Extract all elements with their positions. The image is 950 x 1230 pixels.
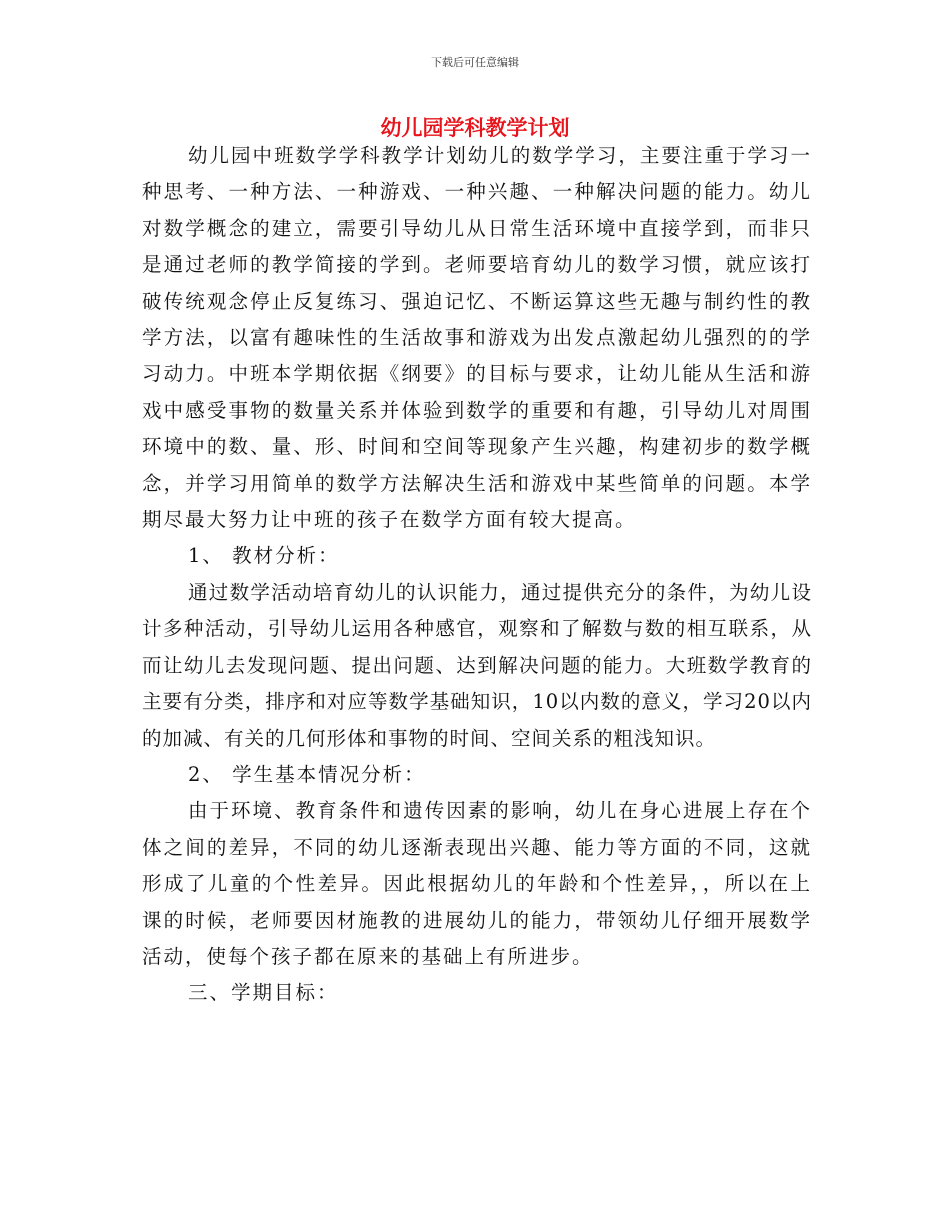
section-heading-materials: 1、 教材分析：	[188, 544, 340, 568]
document-title: 幼儿园学科教学计划	[380, 115, 570, 140]
document-body	[142, 138, 812, 1012]
page-header: 下载后可任意编辑	[431, 56, 519, 69]
paragraph-students: 由于环境、教育条件和遗传因素的影响，幼儿在身心进展上存在个体之间的差异，不同的幼儿逐渐表现出兴趣、能力等方面的不同，这就形成了儿童的个性差异。因此根据幼儿的年龄和个性差异，，所以在上课的时候，老师要因材施教的进展幼儿的能力，带领幼儿仔细开展数学活动，使每个孩子都在原来的基础上有所进步。	[142, 799, 812, 968]
section-heading-goals: 三、学期目标：	[188, 981, 339, 1005]
paragraph-materials: 通过数学活动培育幼儿的认识能力，通过提供充分的条件，为幼儿设计多种活动，引导幼儿运用各种感官，观察和了解数与数的相互联系，从而让幼儿去发现问题、提出问题、达到解决问题的能力。大班数学教育的主要有分类，排序和对应等数学基础知识，10以内数的意义，学习20以内的加减、有关的几何形体和事物的时间、空间关系的粗浅知识。	[142, 580, 812, 750]
paragraph-intro: 幼儿园中班数学学科教学计划幼儿的数学学习，主要注重于学习一种思考、一种方法、一种游戏、一种兴趣、一种解决问题的能力。幼儿对数学概念的建立，需要引导幼儿从日常生活环境中直接学到，而非只是通过老师的教学简接的学到。老师要培育幼儿的数学习惯，就应该打破传统观念停止反复练习、强迫记忆、不断运算这些无趣与制约性的教学方法，以富有趣味性的生活故事和游戏为出发点激起幼儿强烈的的学习动力。中班本学期依据《纲要》的目标与要求，让幼儿能从生活和游戏中感受事物的数量关系并体验到数学的重要和有趣，引导幼儿对周围环境中的数、量、形、时间和空间等现象产生兴趣，构建初步的数学概念，并学习用简单的数学方法解决生活和游戏中某些简单的问题。本学期尽最大努力让中班的孩子在数学方面有较大提高。	[142, 144, 812, 532]
section-heading-students: 2、 学生基本情况分析：	[188, 762, 426, 786]
